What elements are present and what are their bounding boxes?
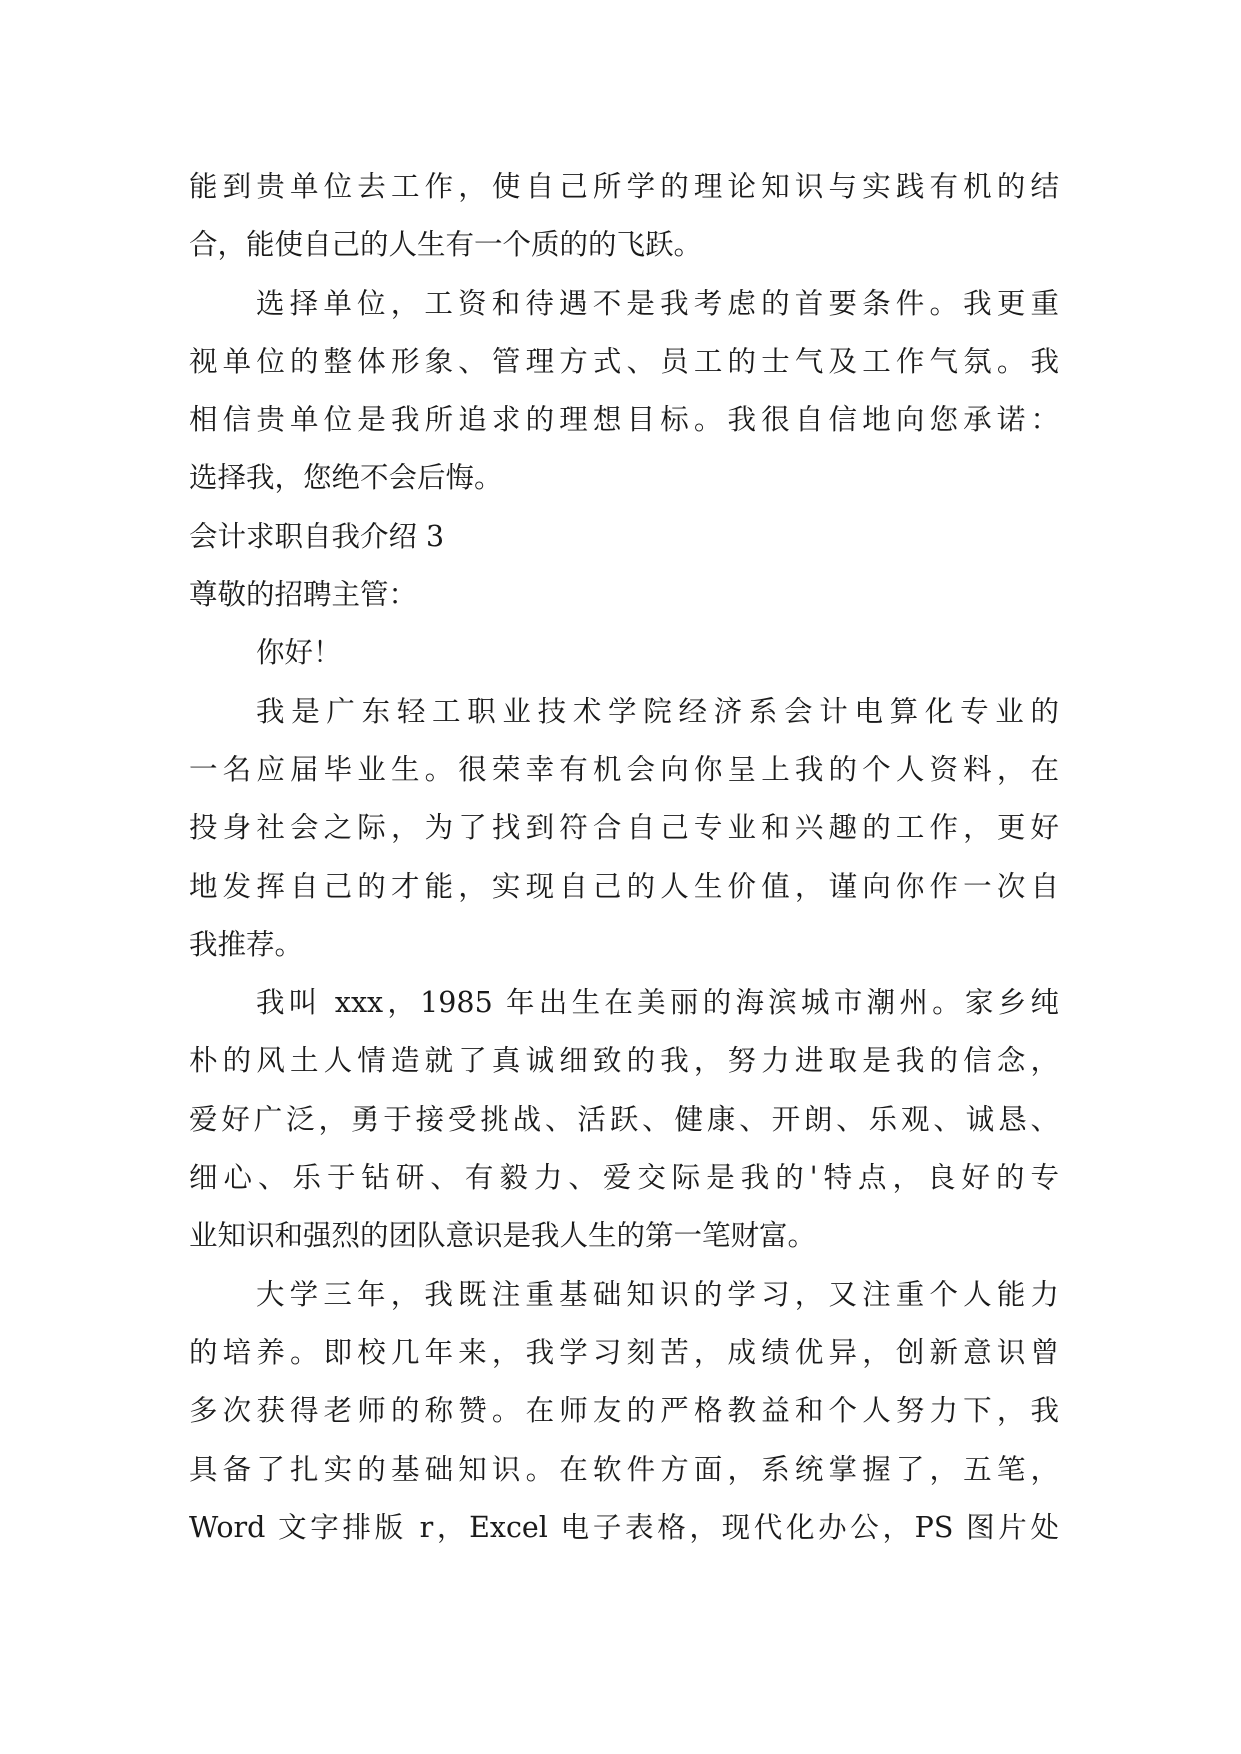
paragraph-line: 大学三年，我既注重基础知识的学习，又注重个人能力 — [256, 1277, 1059, 1311]
paragraph-line: 我是广东轻工职业技术学院经济系会计电算化专业的 — [256, 694, 1059, 728]
document-body — [189, 158, 1059, 1557]
paragraph-line: 我叫 xxx，1985 年出生在美丽的海滨城市潮州。家乡纯 — [256, 986, 1059, 1020]
paragraph-line: 选择我，您绝不会后悔。 — [189, 461, 503, 495]
paragraph-line: 具备了扎实的基础知识。在软件方面，系统掌握了，五笔， — [189, 1452, 1059, 1486]
heading-line: 尊敬的招聘主管： — [189, 578, 418, 612]
heading-line: 你好！ — [256, 636, 342, 670]
paragraph-line: 的培养。即校几年来，我学习刻苦，成绩优异，创新意识曾 — [189, 1335, 1059, 1369]
paragraph-line: 业知识和强烈的团队意识是我人生的第一笔财富。 — [189, 1219, 817, 1253]
heading-line: 会计求职自我介绍 3 — [189, 519, 445, 553]
paragraph-line: 一名应届毕业生。很荣幸有机会向你呈上我的个人资料，在 — [189, 752, 1059, 786]
paragraph-line: 地发挥自己的才能，实现自己的人生价值，谨向你作一次自 — [189, 869, 1059, 903]
paragraph-line: 相信贵单位是我所追求的理想目标。我很自信地向您承诺： — [189, 403, 1059, 437]
paragraph-line: Word 文字排版 r，Excel 电子表格，现代化办公，PS 图片处 — [189, 1510, 1059, 1544]
paragraph-line: 爱好广泛，勇于接受挑战、活跃、健康、开朗、乐观、诚恳、 — [189, 1102, 1059, 1136]
paragraph-line: 投身社会之际，为了找到符合自己专业和兴趣的工作，更好 — [189, 811, 1059, 845]
paragraph-line: 朴的风土人情造就了真诚细致的我，努力进取是我的信念， — [189, 1044, 1059, 1078]
paragraph-line: 视单位的整体形象、管理方式、员工的士气及工作气氛。我 — [189, 344, 1059, 378]
paragraph-line: 合，能使自己的人生有一个质的的飞跃。 — [189, 228, 703, 262]
paragraph-line: 我推荐。 — [189, 927, 304, 961]
paragraph-line: 选择单位，工资和待遇不是我考虑的首要条件。我更重 — [256, 286, 1059, 320]
paragraph-line: 细心、乐于钻研、有毅力、爱交际是我的'特点，良好的专 — [189, 1161, 1059, 1195]
paragraph-line: 能到贵单位去工作，使自己所学的理论知识与实践有机的结 — [189, 170, 1059, 203]
paragraph-line: 多次获得老师的称赞。在师友的严格教益和个人努力下，我 — [189, 1394, 1059, 1428]
